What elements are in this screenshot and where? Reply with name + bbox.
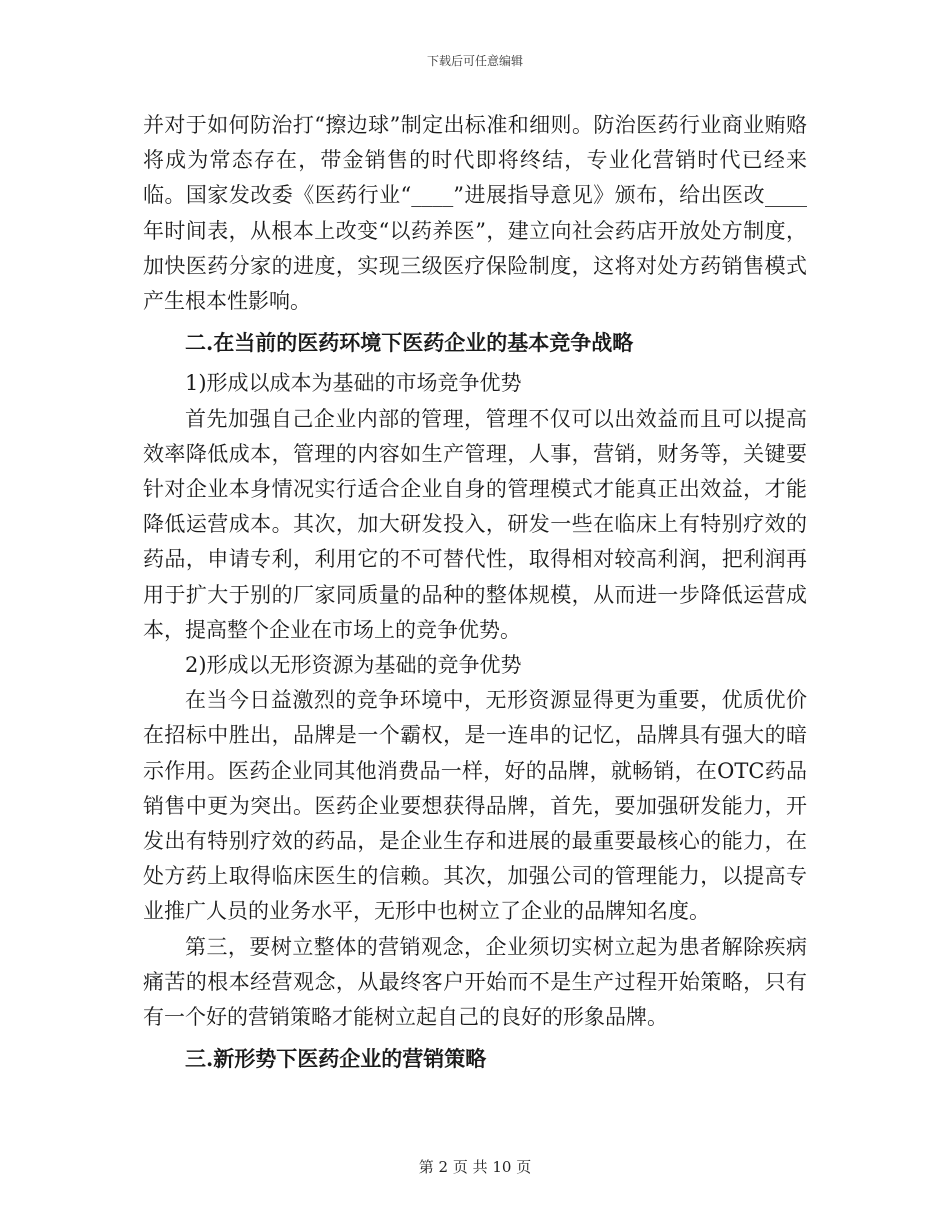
section-heading-3: 三.新形势下医药企业的营销策略 (185, 1046, 487, 1072)
paragraph-intangible-resources: 在当今日益激烈的竞争环境中，无形资源显得更为重要，优质优价在招标中胜出，品牌是一个霸权，是一连串的记忆，品牌具有强大的暗示作用。医药企业同其他消费品一样，好的品牌，就畅销，在OTC药品销售中更为突出。医药企业要想获得品牌，首先，要加强研发能力，开发出有特别疗效的药品，是企业生存和进展的最重要最核心的能力，在处方药上取得临床医生的信赖。其次，加强公司的管理能力，以提高专业推广人员的业务水平，无形中也树立了企业的品牌知名度。 (143, 688, 807, 924)
paragraph-continuation: 并对于如何防治打“擦边球”制定出标准和细则。防治医药行业商业贿赂将成为常态存在，带金销售的时代即将终结，专业化营销时代已经来临。国家发改委《医药行业“____”进展指导意见》颁布，给出医改____年时间表，从根本上改变“以药养医”，建立向社会药店开放处方制度，加快医药分家的进度，实现三级医疗保险制度，这将对处方药销售模式产生根本性影响。 (143, 113, 807, 314)
section-heading-2: 二.在当前的医药环境下医药企业的基本竞争战略 (185, 330, 634, 356)
page-number: 第 2 页 共 10 页 (418, 1158, 532, 1176)
page-header: 下载后可任意编辑 (426, 54, 523, 68)
paragraph-marketing-concept: 第三，要树立整体的营销观念，企业须切实树立起为患者解除疾病痛苦的根本经营观念，从最终客户开始而不是生产过程开始策略，只有有一个好的营销策略才能树立起自己的良好的形象品牌。 (143, 934, 807, 1030)
subheading-2: 2)形成以无形资源为基础的竞争优势 (185, 653, 522, 678)
paragraph-cost-advantage: 首先加强自己企业内部的管理，管理不仅可以出效益而且可以提高效率降低成本，管理的内容如生产管理，人事，营销，财务等，关键要针对企业本身情况实行适合企业自身的管理模式才能真正出效益，才能降低运营成本。其次，加大研发投入，研发一些在临床上有特别疗效的药品，申请专利，利用它的不可替代性，取得相对较高利润，把利润再用于扩大于别的厂家同质量的品种的整体规模，从而进一步降低运营成本，提高整个企业在市场上的竞争优势。 (143, 406, 807, 642)
document-body (143, 108, 807, 1082)
subheading-1: 1)形成以成本为基础的市场竞争优势 (185, 371, 522, 396)
